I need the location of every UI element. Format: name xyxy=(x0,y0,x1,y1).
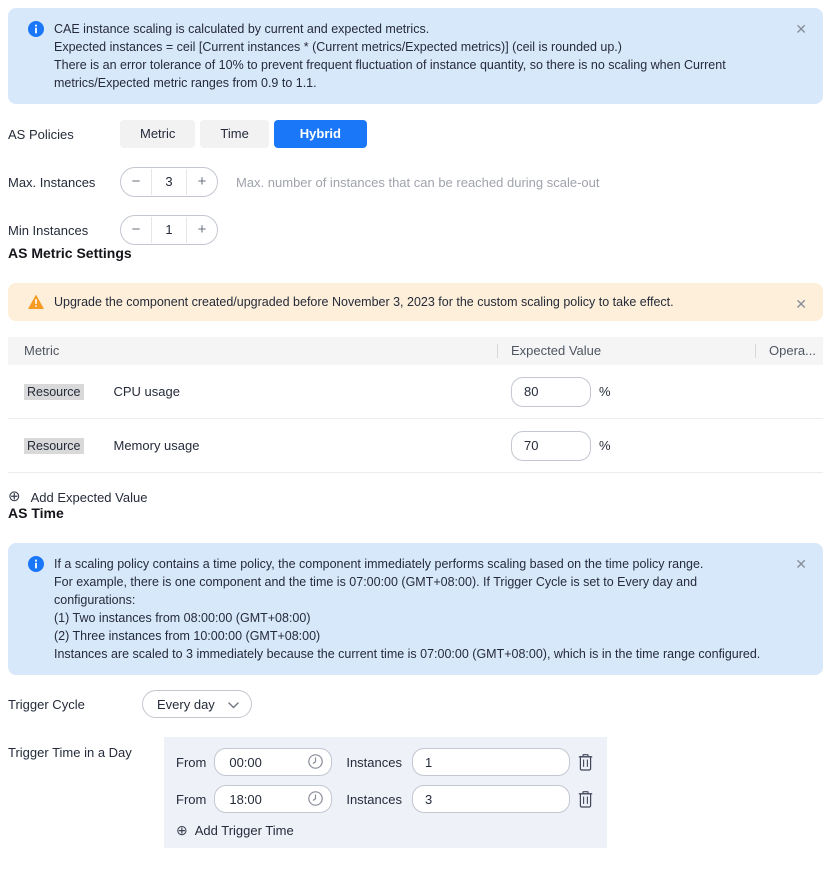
time-picker xyxy=(214,785,332,813)
metric-cell xyxy=(8,438,497,454)
banner-text-line: (1) Two instances from 08:00:00 (GMT+08:00) xyxy=(54,611,311,625)
policy-option-hybrid[interactable]: Hybrid xyxy=(274,120,367,148)
metric-name: CPU usage xyxy=(113,384,180,399)
minus-icon[interactable]: − xyxy=(131,173,141,190)
delete-trigger-time-button[interactable] xyxy=(578,791,593,808)
scaling-info-banner xyxy=(8,8,823,104)
as-time-heading: AS Time xyxy=(8,505,64,521)
percent-unit: % xyxy=(599,384,611,399)
metric-cell xyxy=(8,384,497,400)
max-instances-value[interactable]: 3 xyxy=(151,169,187,195)
banner-text-line: There is an error tolerance of 10% to prevent frequent fluctuation of instance quantity, so there is no scaling when Current xyxy=(54,58,726,72)
max-instances-stepper xyxy=(120,167,218,197)
metric-settings-heading: AS Metric Settings xyxy=(8,245,132,261)
clock-icon[interactable] xyxy=(308,754,323,769)
max-instances-hint: Max. number of instances that can be reached during scale-out xyxy=(236,174,600,190)
plus-icon[interactable]: + xyxy=(197,221,207,238)
instances-label: Instances xyxy=(346,754,402,770)
resource-tag: Resource xyxy=(24,384,84,400)
trigger-time-entry xyxy=(176,748,595,776)
banner-text-line: For example, there is one component and the time is 07:00:00 (GMT+08:00). If Trigger Cycle is set to Every day and configurations: xyxy=(54,575,698,607)
column-header-operation: Opera... xyxy=(755,337,823,365)
trigger-cycle-value: Every day xyxy=(157,696,215,712)
as-policies-row xyxy=(8,120,823,148)
chevron-down-icon xyxy=(228,697,239,712)
banner-text-line: Expected instances = ceil [Current instances * (Current metrics/Expected metrics)] (ceil is rounded up.) xyxy=(54,40,622,54)
trigger-cycle-label: Trigger Cycle xyxy=(8,696,85,712)
warning-text: Upgrade the component created/upgraded before November 3, 2023 for the custom scaling policy to take effect. xyxy=(54,295,674,309)
trigger-cycle-row xyxy=(8,690,823,718)
banner-text-line: metrics/Expected metric ranges from 0.9 to 1.1. xyxy=(54,76,317,90)
upgrade-warning-banner xyxy=(8,283,823,321)
plus-icon[interactable]: + xyxy=(197,173,207,190)
time-policy-info-banner xyxy=(8,543,823,675)
trigger-time-label: Trigger Time in a Day xyxy=(8,745,132,760)
clock-icon[interactable] xyxy=(308,791,323,806)
max-instances-row xyxy=(8,167,823,197)
trash-icon xyxy=(578,791,593,808)
add-circle-icon: ⊕ xyxy=(176,822,188,838)
percent-unit: % xyxy=(599,438,611,453)
table-row xyxy=(8,419,823,473)
close-icon[interactable]: ✕ xyxy=(795,21,807,37)
instances-input[interactable] xyxy=(412,748,570,776)
delete-trigger-time-button[interactable] xyxy=(578,754,593,771)
resource-tag: Resource xyxy=(24,438,84,454)
table-header xyxy=(8,337,823,365)
banner-text-line: CAE instance scaling is calculated by current and expected metrics. xyxy=(54,22,430,36)
policy-option-metric[interactable]: Metric xyxy=(120,120,195,148)
column-header-metric: Metric xyxy=(24,343,60,358)
policy-segmented-control xyxy=(120,120,372,148)
from-label: From xyxy=(176,791,207,807)
close-icon[interactable]: ✕ xyxy=(795,296,807,312)
add-expected-value-button[interactable] xyxy=(8,489,823,505)
expected-value-cell xyxy=(497,431,755,461)
banner-text-line: Instances are scaled to 3 immediately because the current time is 07:00:00 (GMT+08:00), which is in the time range configured. xyxy=(54,647,761,661)
table-row xyxy=(8,365,823,419)
min-instances-value[interactable]: 1 xyxy=(151,217,187,243)
metric-name: Memory usage xyxy=(113,438,200,453)
time-picker xyxy=(214,748,332,776)
expected-value-cell xyxy=(497,377,755,407)
trash-icon xyxy=(578,754,593,771)
metric-table xyxy=(8,337,823,473)
info-icon xyxy=(28,556,44,572)
from-label: From xyxy=(176,754,207,770)
add-trigger-time-button[interactable] xyxy=(176,822,595,838)
add-circle-icon: ⊕ xyxy=(8,488,21,505)
min-instances-row xyxy=(8,215,823,245)
trigger-time-row xyxy=(8,737,823,848)
policy-option-time[interactable]: Time xyxy=(200,120,268,148)
instances-input[interactable] xyxy=(412,785,570,813)
trigger-cycle-select[interactable] xyxy=(142,690,252,718)
trigger-time-entry xyxy=(176,785,595,813)
min-instances-label: Min Instances xyxy=(8,222,89,238)
add-expected-value-label: Add Expected Value xyxy=(30,489,148,505)
min-instances-stepper xyxy=(120,215,218,245)
as-policies-label: AS Policies xyxy=(8,126,74,142)
column-header-expected-value: Expected Value xyxy=(497,337,755,365)
warning-icon xyxy=(28,294,44,310)
cpu-expected-value-input[interactable] xyxy=(511,377,591,407)
max-instances-label: Max. Instances xyxy=(8,174,96,190)
memory-expected-value-input[interactable] xyxy=(511,431,591,461)
instances-label: Instances xyxy=(346,791,402,807)
info-icon xyxy=(28,21,44,37)
trigger-time-panel xyxy=(164,737,607,848)
minus-icon[interactable]: − xyxy=(131,221,141,238)
close-icon[interactable]: ✕ xyxy=(795,556,807,572)
add-trigger-time-label: Add Trigger Time xyxy=(194,822,294,838)
banner-text-line: (2) Three instances from 10:00:00 (GMT+08:00) xyxy=(54,629,321,643)
banner-text-line: If a scaling policy contains a time policy, the component immediately performs scaling based on the time policy range. xyxy=(54,557,704,571)
